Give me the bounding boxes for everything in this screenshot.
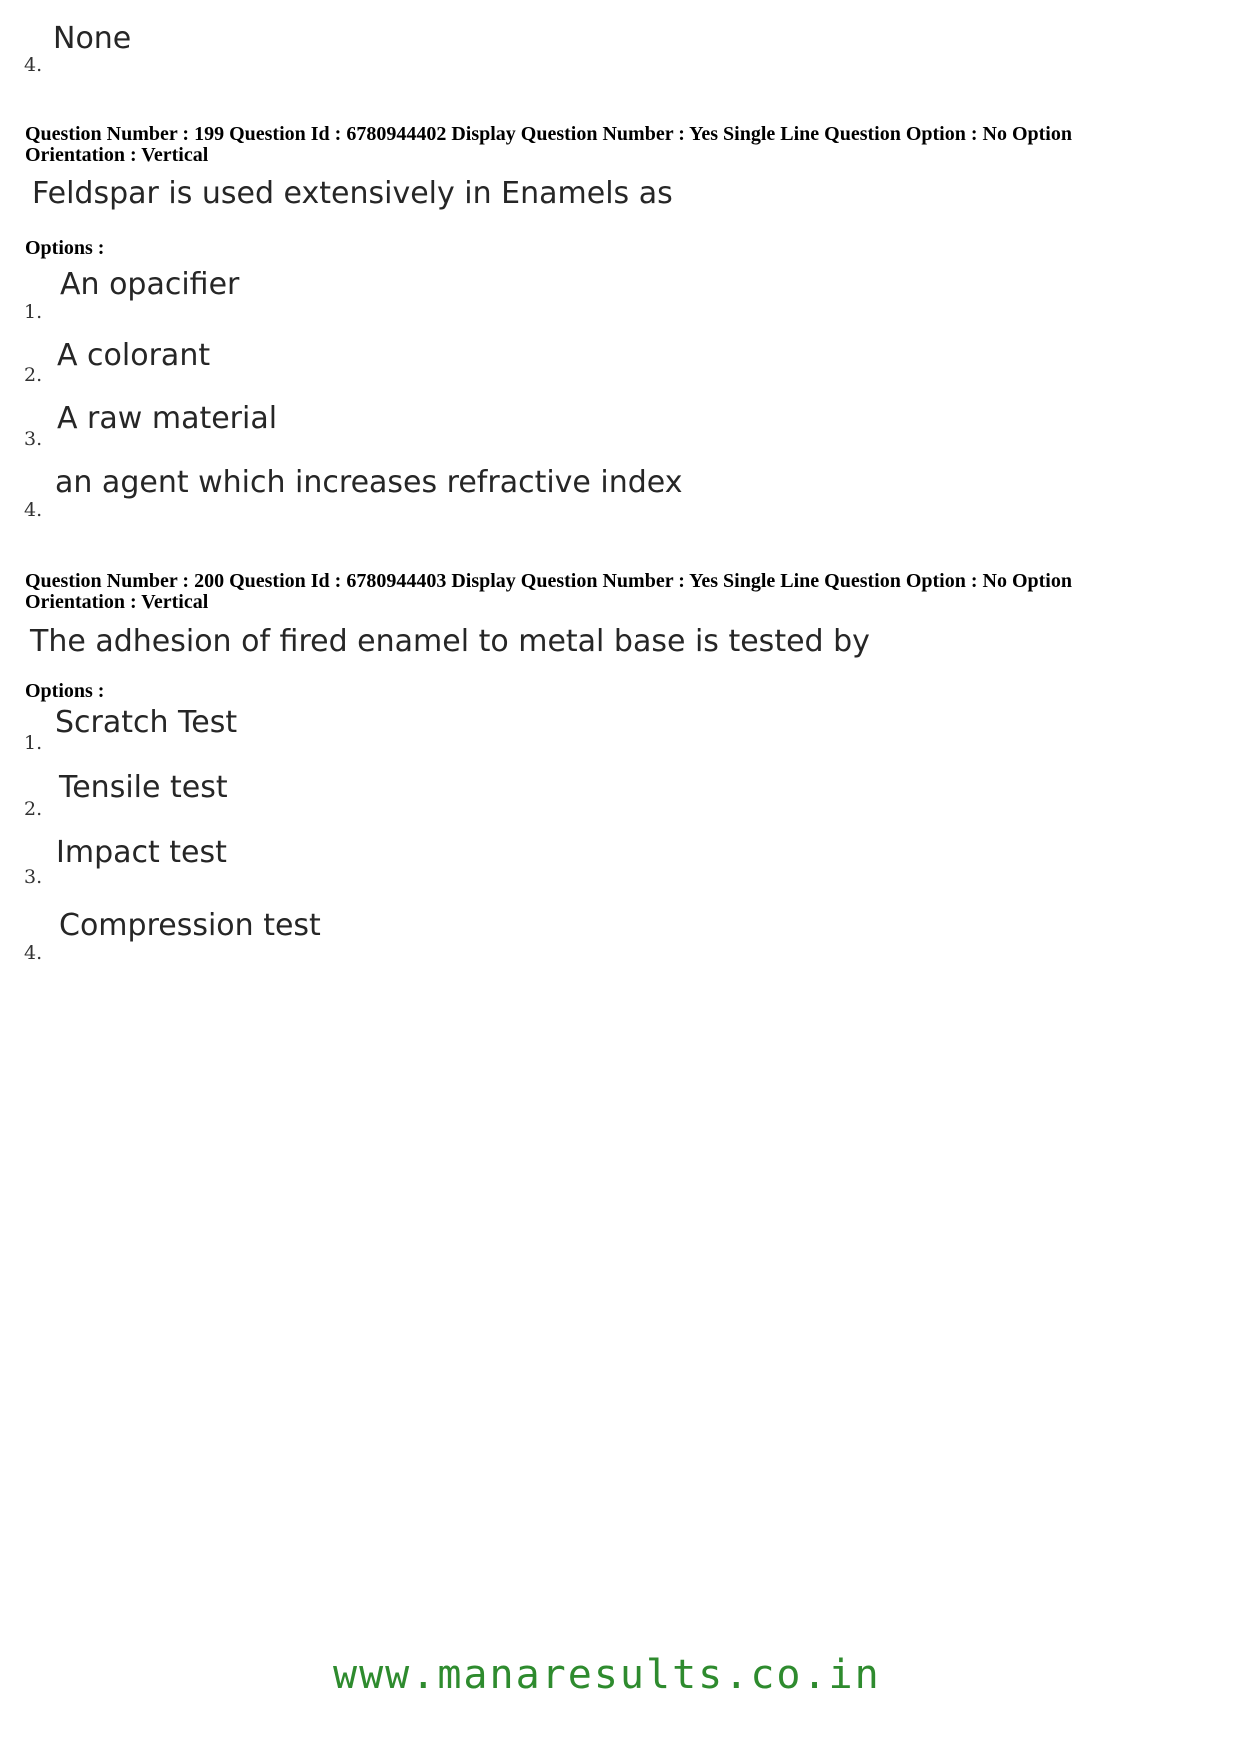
question-200-option-3-text: Impact test: [56, 835, 227, 870]
question-199-option-1-number: 1.: [24, 301, 43, 323]
question-199-option-4-number: 4.: [24, 499, 43, 521]
question-200-stem: The adhesion of fired enamel to metal base is tested by: [30, 624, 870, 659]
question-200-option-2-number: 2.: [24, 798, 43, 820]
question-199-option-4-text: an agent which increases refractive index: [55, 465, 683, 500]
question-200-option-1-text: Scratch Test: [55, 705, 238, 740]
question-200-option-1-number: 1.: [24, 732, 43, 754]
question-200-meta-line-1: Question Number : 200 Question Id : 6780944403 Display Question Number : Yes Single Line Question Option : No Option: [25, 570, 1072, 592]
question-199-option-2-text: A colorant: [57, 338, 211, 373]
question-199-option-3-text: A raw material: [57, 401, 278, 436]
prev-option-4-text: None: [53, 21, 132, 56]
question-199-options-label: Options :: [25, 237, 105, 259]
question-200-meta: [25, 571, 1205, 613]
footer-url[interactable]: www.manaresults.co.in: [333, 1652, 881, 1698]
question-199-option-1-text: An opacifier: [60, 267, 240, 302]
question-199-stem: Feldspar is used extensively in Enamels as: [32, 176, 673, 211]
question-199-meta-line-1: Question Number : 199 Question Id : 6780944402 Display Question Number : Yes Single Line Question Option : No Option: [25, 123, 1072, 145]
question-199-meta-line-2: Orientation : Vertical: [25, 144, 209, 166]
prev-option-4-number: 4.: [24, 54, 43, 76]
question-200-meta-line-2: Orientation : Vertical: [25, 591, 209, 613]
question-199-option-3-number: 3.: [24, 428, 43, 450]
question-200-options-label: Options :: [25, 680, 105, 702]
question-200-option-3-number: 3.: [24, 866, 43, 888]
question-199-meta: [25, 124, 1205, 166]
question-200-option-2-text: Tensile test: [59, 770, 228, 805]
question-200-option-4-text: Compression test: [59, 908, 321, 943]
question-199-option-2-number: 2.: [24, 364, 43, 386]
question-200-option-4-number: 4.: [24, 942, 43, 964]
